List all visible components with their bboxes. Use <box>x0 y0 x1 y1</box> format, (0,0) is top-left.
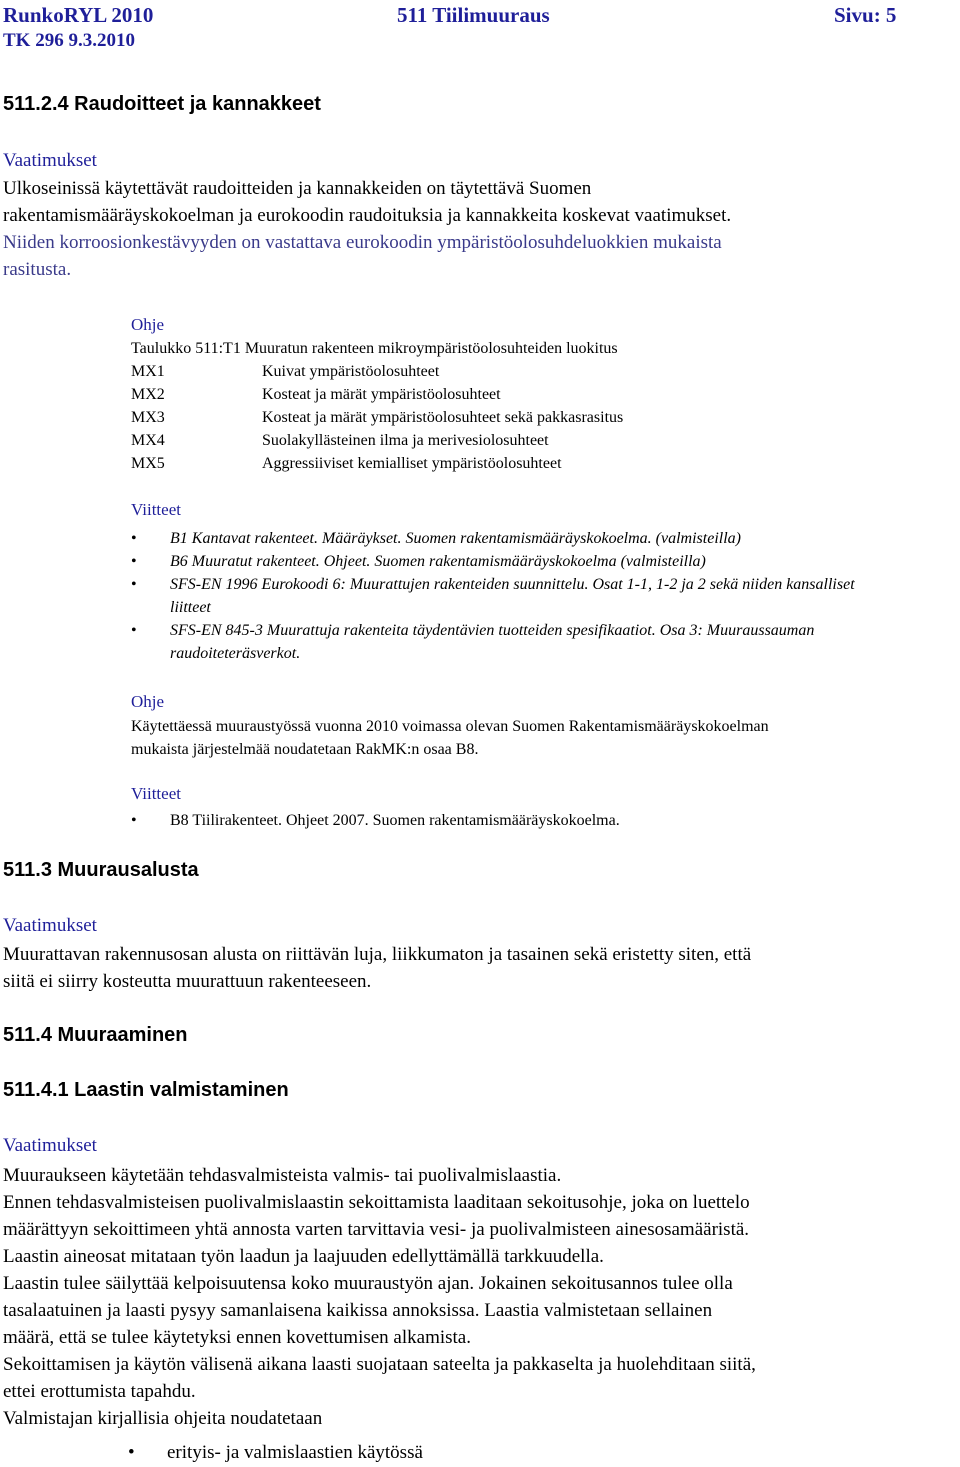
table-code: MX4 <box>131 432 165 449</box>
requirements-heading: Vaatimukset <box>3 915 97 936</box>
text-line: määrä, että se tulee käytetyksi ennen kovettumisen alkamista. <box>3 1327 471 1348</box>
table-row <box>131 452 623 475</box>
section-title-511-2-4: 511.2.4 Raudoitteet ja kannakkeet <box>3 93 321 115</box>
guidance-heading: Ohje <box>131 315 165 334</box>
list-item: • erityis- ja valmislaastien käytössä <box>128 1440 423 1466</box>
header-page-number: Sivu: 5 <box>834 3 897 27</box>
text-line: Valmistajan kirjallisia ohjeita noudatetaan <box>3 1408 323 1429</box>
table-code: MX2 <box>131 386 165 403</box>
section-title-511-4-1: 511.4.1 Laastin valmistaminen <box>3 1079 289 1101</box>
text-line: Ulkoseinissä käytettävät raudoitteiden ja kannakkeiden on täytettävä Suomen <box>3 178 592 199</box>
header-chapter: 511 Tiilimuuraus <box>397 3 550 27</box>
requirements-heading: Vaatimukset <box>3 150 97 171</box>
references-list <box>131 809 890 832</box>
references-heading: Viitteet <box>131 500 181 519</box>
classification-table <box>131 337 623 475</box>
table-desc: Suolakyllästeinen ilma ja merivesiolosuhteet <box>262 432 549 449</box>
requirements-paragraph <box>3 1162 756 1432</box>
table-code: MX1 <box>131 363 165 380</box>
table-row <box>131 360 623 383</box>
text-line: määrättyyn sekoittimeen yhtä annosta varten tarvittavia vesi- ja puolivalmisteen ainesosamääristä. <box>3 1219 750 1240</box>
table-row <box>131 383 623 406</box>
text-line: rakentamismääräyskokoelman ja eurokoodin raudoituksia ja kannakkeita koskevat vaatimukset. <box>3 205 732 226</box>
text-line: rasitusta. <box>3 259 72 280</box>
guidance-heading: Ohje <box>131 692 165 711</box>
text-line: Muurattavan rakennusosan alusta on riittävän luja, liikkumaton ja tasainen sekä eristetty siten, että <box>3 944 752 965</box>
list-item: • SFS-EN 845-3 Muurattuja rakenteita täydentävien tuotteiden spesifikaatiot. Osa 3: Muuraussauman raudoiteteräsverkot. <box>131 619 890 665</box>
text-line: mukaista järjestelmää noudatetaan RakMK:n osaa B8. <box>131 741 479 758</box>
table-code: MX3 <box>131 409 165 426</box>
text-line: tasalaatuinen ja laasti pysyy samanlaisena kaikissa annoksissa. Laastia valmistetaan sellainen <box>3 1300 713 1321</box>
table-desc: Kosteat ja märät ympäristöolosuhteet <box>262 386 501 403</box>
table-desc: Kosteat ja märät ympäristöolosuhteet sekä pakkasrasitus <box>262 409 624 426</box>
section-title-511-3: 511.3 Muurausalusta <box>3 859 199 881</box>
usage-list <box>128 1440 423 1466</box>
text-line: Käytettäessä muuraustyössä vuonna 2010 voimassa olevan Suomen Rakentamismääräyskokoelman <box>131 718 769 735</box>
header-left <box>3 2 153 54</box>
guidance-paragraph <box>131 715 769 761</box>
text-line: Laastin aineosat mitataan työn laadun ja laajuuden edellyttämällä tarkkuudella. <box>3 1246 604 1267</box>
requirements-heading: Vaatimukset <box>3 1135 97 1156</box>
table-desc: Kuivat ympäristöolosuhteet <box>262 363 440 380</box>
header-date: TK 296 9.3.2010 <box>3 30 135 51</box>
table-row <box>131 406 623 429</box>
table-row <box>131 429 623 452</box>
text-line: siitä ei siirry kosteutta muurattuun rakenteeseen. <box>3 971 372 992</box>
table-code: MX5 <box>131 455 165 472</box>
header-title: RunkoRYL 2010 <box>3 3 154 27</box>
list-item: • B6 Muuratut rakenteet. Ohjeet. Suomen rakentamismääräyskokoelma (valmisteilla) <box>131 550 890 573</box>
requirements-paragraph <box>3 175 731 283</box>
text-line: Niiden korroosionkestävyyden on vastattava eurokoodin ympäristöolosuhdeluokkien mukaista <box>3 232 722 253</box>
table-caption: Taulukko 511:T1 Muuratun rakenteen mikroympäristöolosuhteiden luokitus <box>131 340 618 357</box>
references-heading: Viitteet <box>131 784 181 803</box>
text-line: Muuraukseen käytetään tehdasvalmisteista valmis- tai puolivalmislaastia. <box>3 1165 562 1186</box>
text-line: Ennen tehdasvalmisteisen puolivalmislaastin sekoittamista laaditaan sekoitusohje, joka on luettelo <box>3 1192 750 1213</box>
list-item: • B1 Kantavat rakenteet. Määräykset. Suomen rakentamismääräyskokoelma. (valmisteilla) <box>131 527 890 550</box>
references-list <box>131 527 890 665</box>
table-desc: Aggressiiviset kemialliset ympäristöolosuhteet <box>262 455 562 472</box>
list-item: • SFS-EN 1996 Eurokoodi 6: Muurattujen rakenteiden suunnittelu. Osat 1-1, 1-2 ja 2 sekä niiden kansalliset liitteet <box>131 573 890 619</box>
text-line: Laastin tulee säilyttää kelpoisuutensa koko muuraustyön ajan. Jokainen sekoitusannos tulee olla <box>3 1273 733 1294</box>
text-line: Sekoittamisen ja käytön välisenä aikana laasti suojataan sateelta ja pakkaselta ja huolehditaan siitä, <box>3 1354 756 1375</box>
list-item: • B8 Tiilirakenteet. Ohjeet 2007. Suomen rakentamismääräyskokoelma. <box>131 809 890 832</box>
text-line: ettei erottumista tapahdu. <box>3 1381 196 1402</box>
section-title-511-4: 511.4 Muuraaminen <box>3 1024 188 1046</box>
requirements-paragraph <box>3 941 751 995</box>
